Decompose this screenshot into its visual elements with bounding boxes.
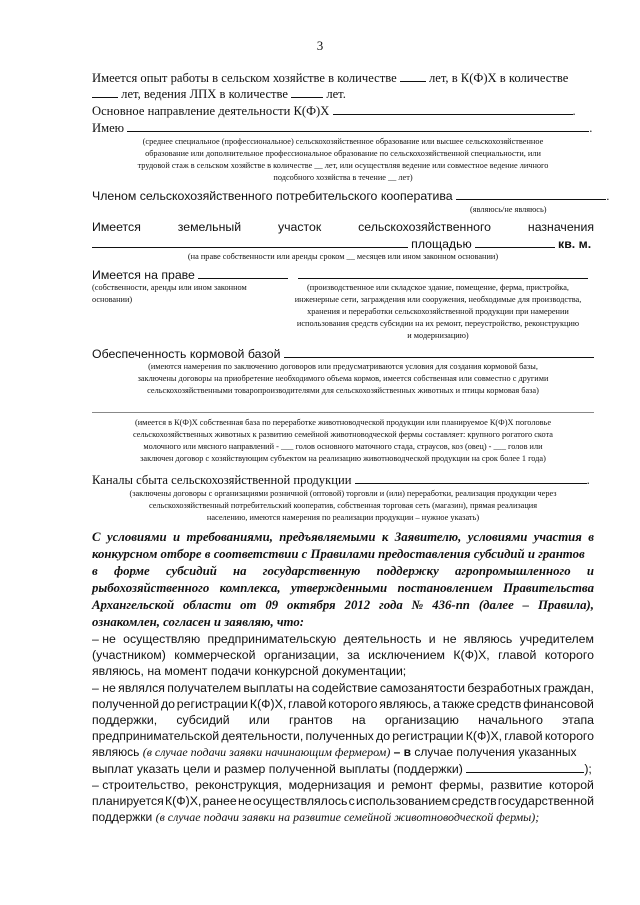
land-line-2: площадью кв. м. [92, 236, 594, 252]
support-amount-field[interactable] [466, 761, 584, 773]
right-type-field[interactable] [198, 267, 288, 279]
processing-caption-3: молочного или мясного направлений - ___ голов основного маточного стада, страусов, коз (овец) - ___ голов или [143, 442, 543, 451]
experience-line-1: Имеется опыт работы в сельском хозяйстве в количестве лет, в К(Ф)Х в количестве [92, 71, 569, 85]
agreement-line-1: С условиями и требованиями, предъявляемыми к Заявителю, условиями участия в [92, 530, 594, 544]
sales-caption-1: (заключены договоры с организациями розничной (оптовой) торговли и (или) переработки, реализация продукции через [129, 489, 557, 498]
sales-field[interactable] [355, 472, 587, 484]
processing-field[interactable] [92, 412, 594, 413]
education-caption-1: (среднее специальное (профессиональное) сельскохозяйственное образование или высшее сельскохозяйственное [142, 137, 544, 146]
experience-years-field[interactable] [400, 70, 426, 82]
clause-1-line-2: (участником) коммерческой организации, за исключением К(Ф)Х, главой которого [92, 648, 594, 662]
agreement-line-3: в форме субсидий на государственную поддержку агропромышленного и [92, 564, 594, 578]
clause-1-line-1: – не осуществляю предпринимательскую деятельность и не являюсь учредителем [92, 632, 594, 646]
direction-line: Основное направление деятельности К(Ф)Х . [92, 104, 576, 118]
feed-line: Обеспеченность кормовой базой [92, 346, 594, 362]
feed-caption-1: (имеются намерения по заключению договоров или предусматриваются условия для создания кормовой базы, [148, 362, 538, 371]
coop-caption: (являюсь/не являюсь) [470, 205, 547, 214]
right-caption-4: использования средств субсидии на их ремонт, переустройство, реконструкцию [296, 319, 580, 328]
education-caption-3: трудовой стаж в сельском хозяйстве в количестве __ лет, или осуществляя ведение или совместное ведение личного [137, 161, 549, 170]
feed-field[interactable] [284, 346, 594, 358]
clause-2-line-3: поддержки, субсидий или грантов на организацию начального этапа [92, 713, 594, 727]
direction-field[interactable] [333, 103, 573, 115]
processing-caption-4: заключен договор с хозяйствующим субъектом на реализацию животноводческой продукции на срок более 1 года) [140, 454, 546, 463]
clause-3-line-3: поддержки (в случае подачи заявки на развитие семейной животноводческой фермы); [92, 810, 540, 824]
processing-caption-1: (имеется в К(Ф)Х собственная база по переработке животноводческой продукции или планируемое К(Ф)Х поголовье [134, 418, 552, 427]
education-caption-2: образование или дополнительное профессиональное образование по сельскохозяйственной специальности, или [145, 149, 541, 158]
clause-3-line-1: – строительство, реконструкция, модернизация и ремонт фермы, развитие которой [92, 778, 594, 792]
right-left-caption-2: основании) [92, 295, 133, 304]
feed-caption-2: заключены договоры на приобретение необходимого объема кормов, имеется собственная или совместно с другими [137, 374, 549, 383]
land-caption: (на праве собственности или аренды сроком __ месяцев или ином законном основании) [187, 252, 499, 261]
right-caption-2: инженерные сети, заграждения или сооружения, необходимые для производства, [294, 295, 582, 304]
land-right-field[interactable] [92, 236, 408, 248]
clause-2-line-1: – не являлся получателем выплаты на содействие самозанятости безработных граждан, [92, 681, 594, 695]
agreement-line-6: ознакомлен, согласен и заявляю, что: [92, 615, 305, 629]
coop-line: Членом сельскохозяйственного потребительского кооператива . [92, 189, 610, 203]
education-field[interactable] [127, 120, 589, 132]
clause-2-line-5: являюсь (в случае подачи заявки начинающим фермером) – в случае получения указанных [92, 745, 577, 759]
coop-field[interactable] [456, 188, 606, 200]
sales-line: Каналы сбыта сельскохозяйственной продукции . [92, 473, 590, 487]
agreement-line-5: Архангельской области от 09 октября 2012 года № 436-пп (далее – Правила), [92, 598, 594, 612]
education-line: Имею . [92, 121, 593, 135]
right-object-field[interactable] [298, 267, 588, 279]
right-left-caption-1: (собственности, аренды или ином законном [92, 283, 247, 292]
right-caption-1: (производственное или складское здание, помещение, ферма, пристройка, [307, 283, 569, 292]
clause-2-line-4: предпринимательской деятельности, полученных до регистрации К(Ф)Х, главой которого [92, 729, 594, 743]
page-number: 3 [316, 38, 324, 53]
kfh-years-field[interactable] [92, 86, 118, 98]
land-line-1: Имеется земельный участок сельскохозяйственного назначения [92, 220, 594, 234]
processing-caption-2: сельскохозяйственных животных к развитию семейной животноводческой фермы составляет: крупного рогатого скота [133, 430, 553, 439]
experience-line-2: лет, ведения ЛПХ в количестве лет. [92, 86, 594, 102]
lph-years-field[interactable] [291, 86, 323, 98]
feed-caption-3: сельскохозяйственными товаропроизводителями для сельскохозяйственных животных и птицы кормовая база) [147, 386, 539, 395]
right-caption-3: хранения и переработки сельскохозяйственной продукции при намерении [307, 307, 569, 316]
clause-2-line-2: полученной до регистрации К(Ф)Х, главой которого являюсь, а также средств финансовой [92, 697, 594, 711]
sales-caption-2: сельскохозяйственный потребительский кооператив, собственная торговая сеть (магазин), прямая реализация [148, 501, 538, 510]
education-caption-4: подсобного хозяйства в течение __ лет) [273, 173, 413, 182]
right-line: Имеется на праве [92, 267, 594, 283]
agreement-line-2: конкурсном отборе в соответствии с Правилами предоставления субсидий и грантов [92, 547, 585, 561]
right-caption-5: и модернизацию) [407, 331, 469, 340]
clause-1-line-3: являюсь, на момент подачи конкурсной документации; [92, 664, 407, 678]
sales-caption-3: населению, имеются намерения по реализации продукции – нужное указать) [206, 513, 480, 522]
clause-2-line-6: выплат указать цели и размер полученной выплаты (поддержки) ); [92, 762, 592, 776]
agreement-line-4: рыбохозяйственного комплекса, утвержденными постановлением Правительства [92, 581, 594, 595]
clause-3-line-2: планируется К(Ф)Х, ранее не осуществлялось с использованием средств государственной [92, 794, 594, 808]
land-area-field[interactable] [475, 236, 555, 248]
